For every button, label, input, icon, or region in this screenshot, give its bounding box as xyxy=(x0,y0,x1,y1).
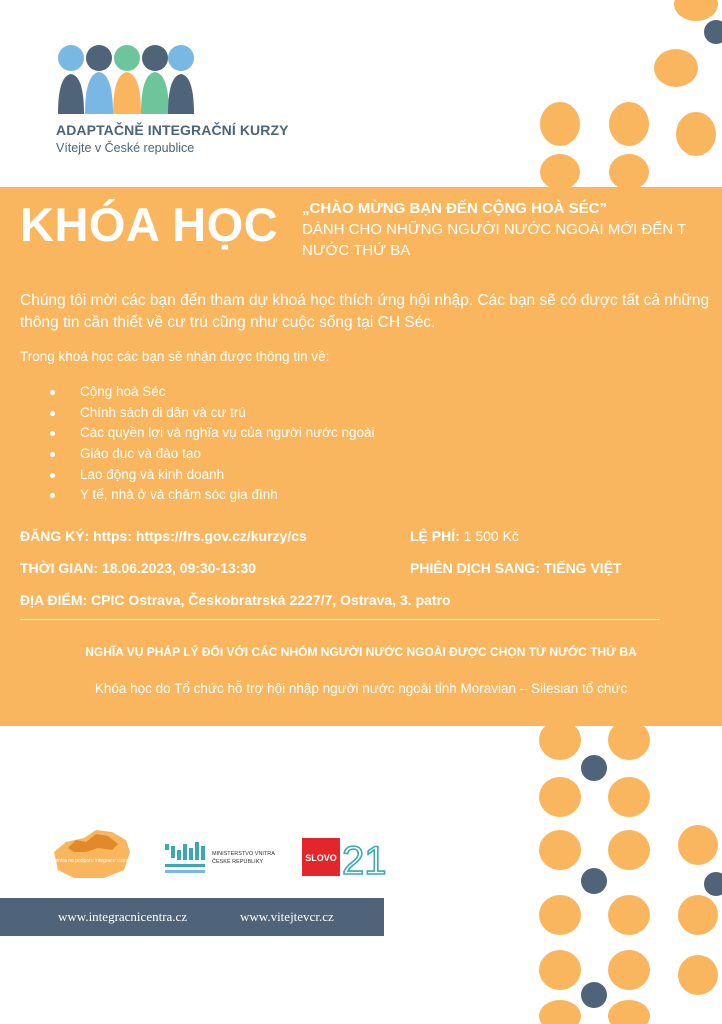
topic-text: Chính sách di dân và cư trú xyxy=(80,404,246,420)
bullet-icon xyxy=(50,493,55,498)
course-title-line1: „CHÀO MỪNG BẠN ĐẾN CỘNG HOÀ SÉC” xyxy=(302,200,607,217)
slovo-text: SLOVO xyxy=(305,853,337,863)
people-logo-icon xyxy=(56,44,196,116)
list-item xyxy=(50,423,375,444)
topic-text: Các quyền lợi và nghĩa vụ của người nước ngoài xyxy=(80,425,375,441)
list-item xyxy=(50,444,375,465)
bullet-icon xyxy=(50,411,55,416)
place-value: CPIC Ostrava, Českobratrská 2227/7, Ostrava, 3. patro xyxy=(91,592,451,608)
list-item xyxy=(50,382,375,403)
organizer-text: Khóa học do Tổ chức hỗ trợ hội nhập người nước ngoài tỉnh Moravian – Silesian tổ chức xyxy=(94,681,628,696)
course-logo xyxy=(56,44,296,155)
topic-text: Cộng hoà Séc xyxy=(80,384,166,399)
list-item xyxy=(50,485,375,506)
partner-logos xyxy=(52,826,392,886)
divider xyxy=(20,619,660,620)
centrum-logo xyxy=(52,830,132,878)
fee-label: LỆ PHÍ: xyxy=(410,528,460,544)
bullet-icon xyxy=(50,390,55,395)
ministry-text-2: ČESKÉ REPUBLIKY xyxy=(212,859,264,865)
time-row xyxy=(20,560,256,576)
bullet-icon xyxy=(50,452,55,457)
ministry-logo xyxy=(165,842,275,873)
course-intro: Chúng tôi mời các bạn đến tham dự khoá học thích ứng hội nhập. Các bạn sẽ có được tất cả những thông tin cần thiết về cư trú cũng như cuộc sống tại CH Séc. xyxy=(20,292,710,331)
interpreter-value: TIẾNG VIỆT xyxy=(543,560,622,576)
course-title-line3: NƯỚC THỨ BA xyxy=(302,242,411,259)
footer-bar xyxy=(0,898,384,936)
course-title xyxy=(302,198,717,261)
bullet-icon xyxy=(50,473,55,478)
slovo-number: 21 xyxy=(342,839,387,883)
interpreter-row xyxy=(410,560,622,576)
logo-title: ADAPTAČNĚ INTEGRAČNÍ KURZY xyxy=(56,122,289,138)
topics-list xyxy=(50,382,375,506)
footer-link-vitejtevcr[interactable]: www.vitejtevcr.cz xyxy=(240,909,334,924)
place-row xyxy=(20,592,451,608)
course-info-band xyxy=(0,187,722,726)
time-label: THỜI GIAN: xyxy=(20,560,99,576)
topic-text: Giáo dục và đào tạo xyxy=(80,446,201,462)
interpreter-label: PHIÊN DỊCH SANG: xyxy=(410,560,540,576)
logo-subtitle: Vítejte v České republice xyxy=(56,141,195,155)
fee-value: 1 500 Kč xyxy=(463,528,519,544)
topics-lead: Trong khoá học các bạn sẽ nhận được thông tin về: xyxy=(20,349,330,364)
register-row xyxy=(20,528,307,544)
place-label: ĐỊA ĐIỂM: xyxy=(20,592,88,608)
topic-text: Y tế, nhà ở và chăm sóc gia đình xyxy=(80,487,278,503)
course-title-line2: DÀNH CHO NHỮNG NGƯỜI NƯỚC NGOÀI MỚI ĐẾN T xyxy=(302,221,687,238)
register-label: ĐĂNG KÝ: xyxy=(20,528,90,544)
fee-row xyxy=(410,528,519,544)
ministry-text-1: MINISTERSTVO VNITRA xyxy=(212,851,275,857)
footer-link-integracnicentra[interactable]: www.integracnicentra.cz xyxy=(58,909,188,924)
list-item xyxy=(50,465,375,486)
course-heading: KHÓA HỌC xyxy=(20,198,279,251)
centrum-text: Centra na podporu integrace cizinců xyxy=(52,858,133,864)
topic-text: Lao động và kinh doanh xyxy=(80,466,225,482)
bullet-icon xyxy=(50,431,55,436)
register-link[interactable]: https: https://frs.gov.cz/kurzy/cs xyxy=(93,528,307,544)
slovo21-logo xyxy=(302,838,387,883)
list-item xyxy=(50,403,375,424)
legal-notice: NGHĨA VỤ PHÁP LÝ ĐỐI VỚI CÁC NHÓM NGƯỜI NƯỚC NGOÀI ĐƯỢC CHỌN TỪ NƯỚC THỨ BA xyxy=(85,645,637,659)
time-value: 18.06.2023, 09:30-13:30 xyxy=(101,560,257,576)
